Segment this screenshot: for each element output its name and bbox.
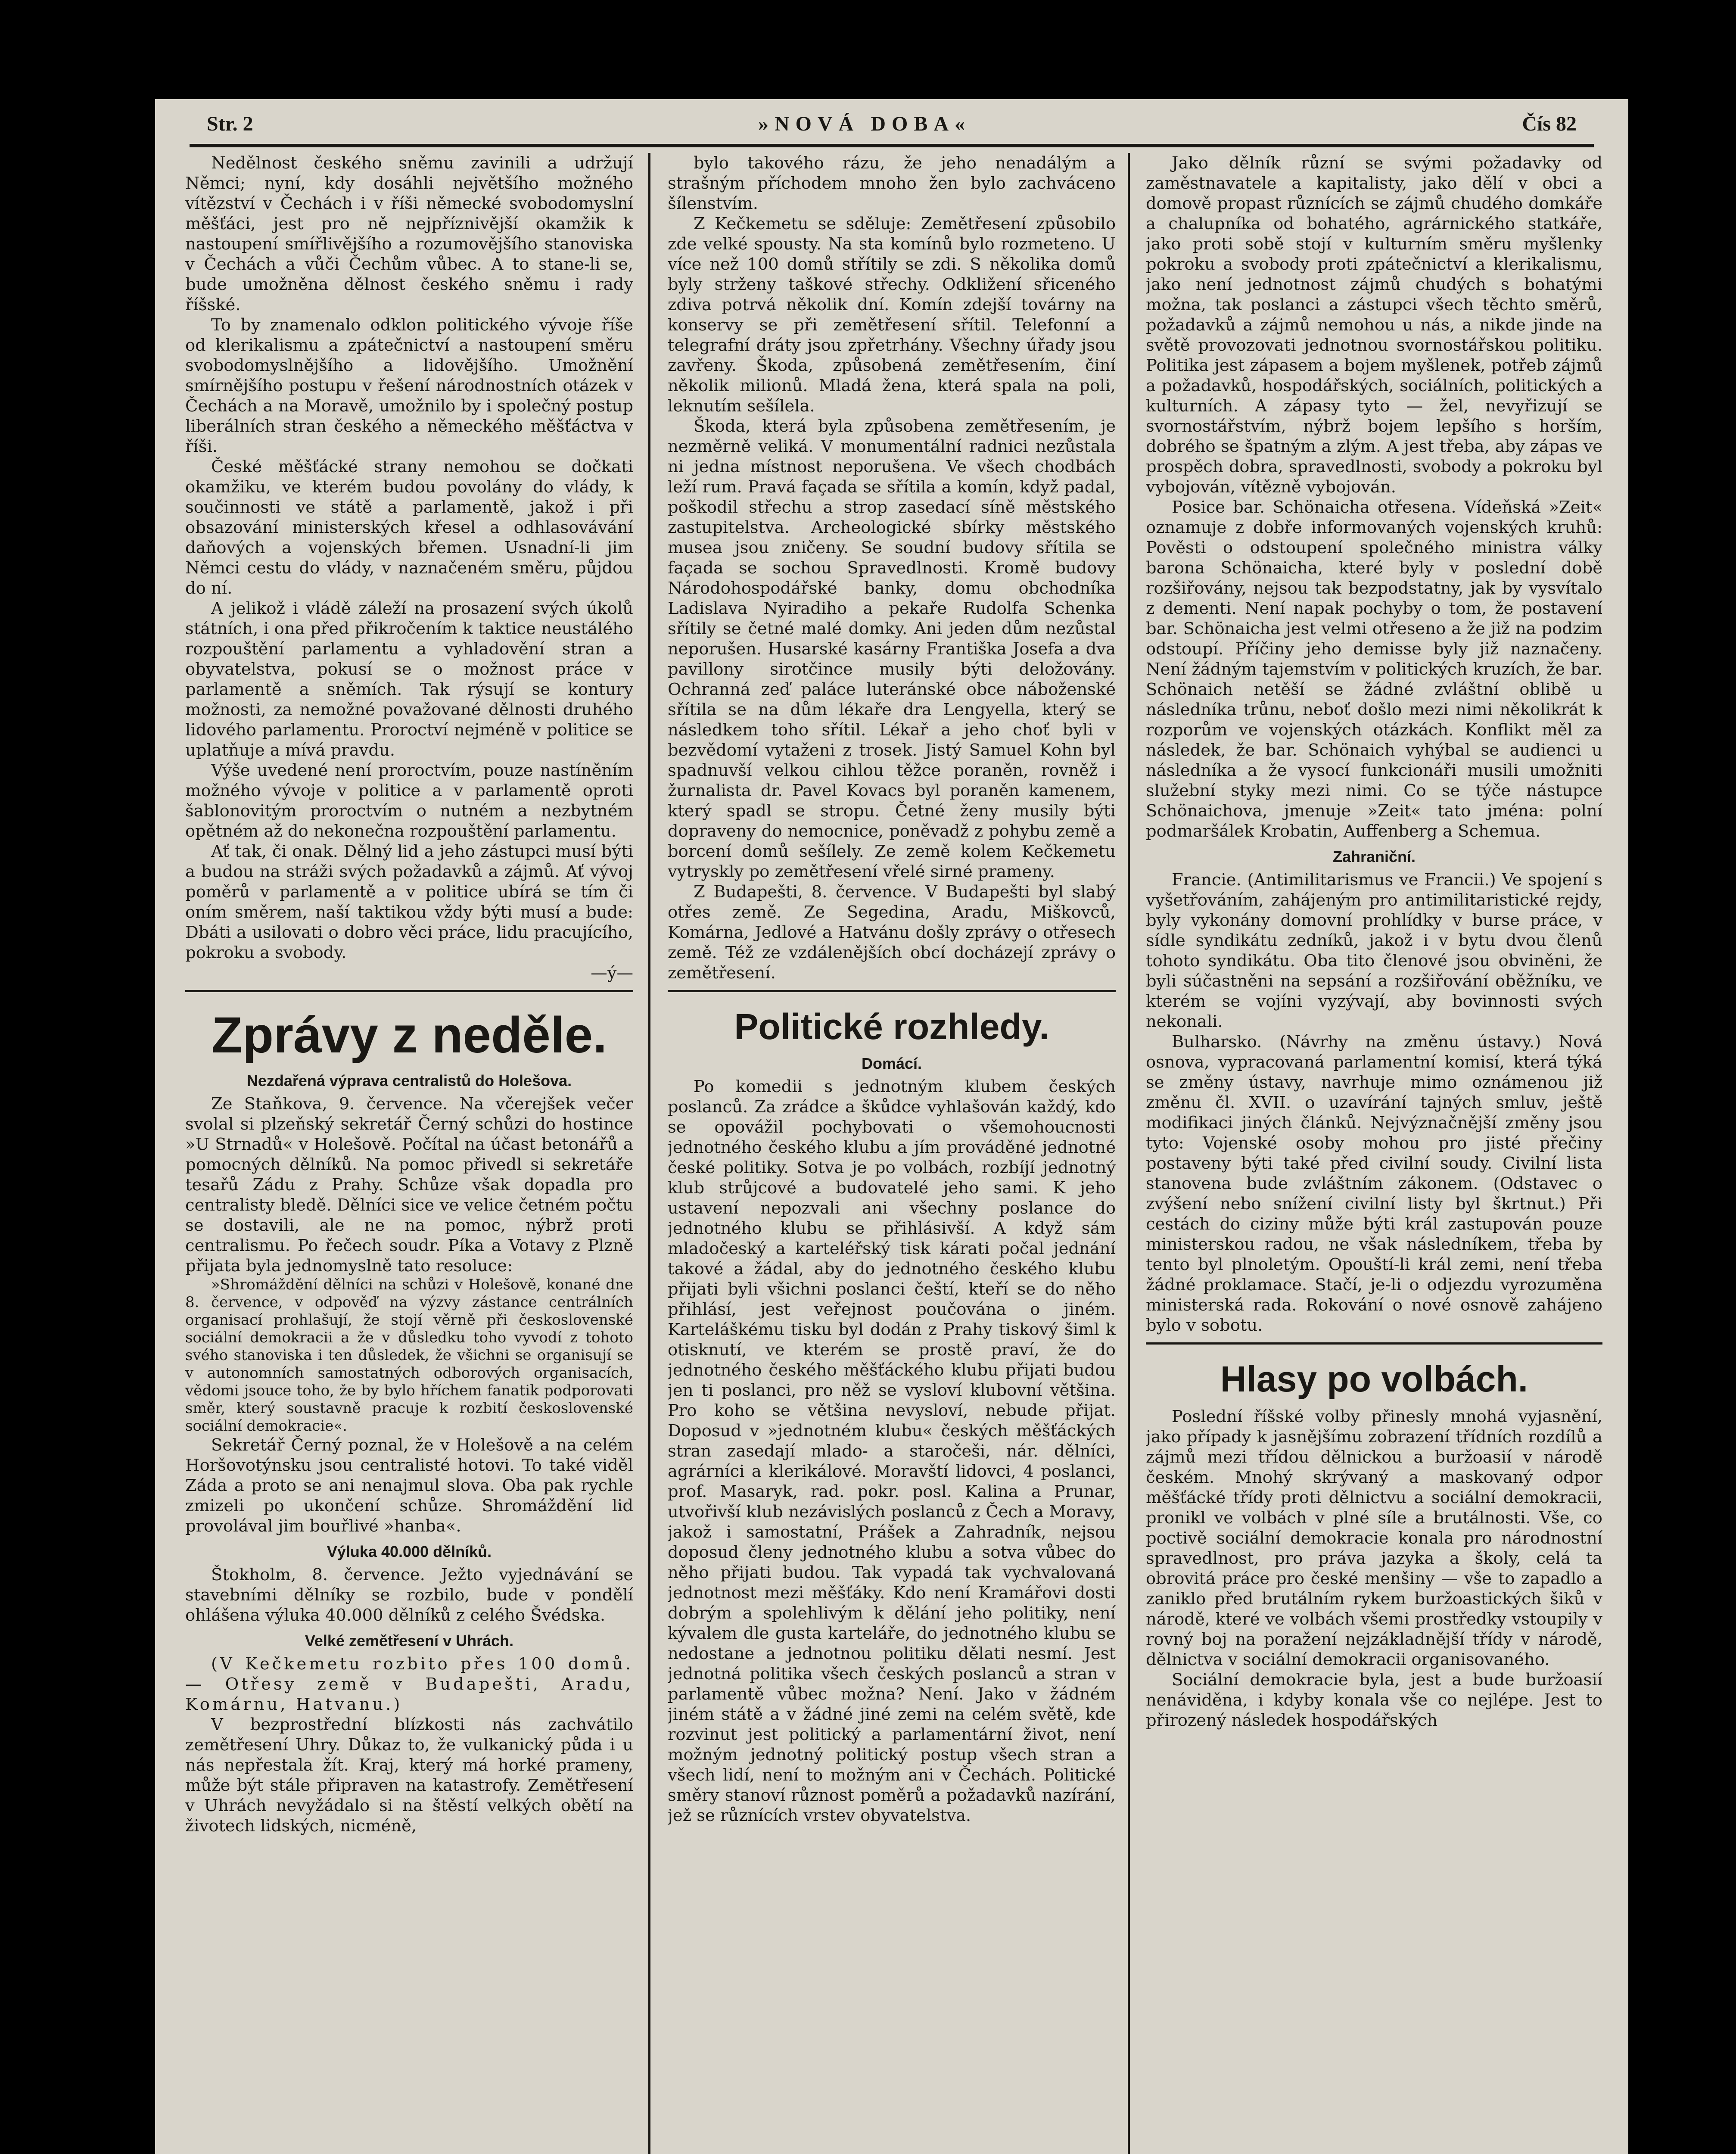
subheading: Výluka 40.000 dělníků. — [327, 1543, 492, 1560]
column-1 — [185, 153, 633, 2154]
paragraph: Z Kečkemetu se sděluje: Zemětřesení způsobilo zde velké spousty. Na sta komínů bylo rozmeteno. U více než 100 domů střítily se zdi. S několika domů byly strženy taškové střechy. Odkližení sřiceného zdiva potrvá několik dní. Komín zdejší továrny na konservy se při zemětřesení sřítil. Telefonní a telegrafní dráty jsou zpřetrhány. Všechny úřady jsou zavřeny. Škoda, způsobená zemětřesením, činí několik milionů. Mladá žena, která spala na poli, leknutím sešílela. — [668, 214, 1116, 416]
subheading: Zahraniční. — [1332, 848, 1416, 865]
paragraph: Ať tak, či onak. Dělný lid a jeho zástupci musí býti a budou na stráži svých požadavků a zájmů. Ať vývoj poměrů v parlamentě a v politice ubírá se tím či oním směrem, naší taktikou vždy býti musí a bude: Dbáti a usilovati o dobro věci práce, lidu pracujícího, pokroku a svobody. — [185, 842, 633, 962]
paragraph: Z Budapešti, 8. července. V Budapešti byl slabý otřes země. Ze Segedina, Aradu, Miškovců, Komárna, Jedlové a Hatvánu došly zprávy o otřesech země. Též ze vzdálenějších obcí docházejí zprávy o zemětřesení. — [668, 882, 1116, 983]
paragraph: (V Kečkemetu rozbito přes 100 domů. — Otřesy země v Budapešti, Aradu, Komárnu, Hatvanu.) — [185, 1654, 633, 1714]
paragraph: Nedělnost českého sněmu zavinili a udržují Němci; nyní, kdy dosáhli největšího možného vítězství v Čechách i v říši německé svobodomyslní měšťáci, jest pro ně nejpříznivější okamžik k nastoupení smířlivějšího a rozumovějšího stanoviska v Čechách a vůči Čechům vůbec. A to stane-li se, bude umožněna dělnost českého sněmu i rady říšské. — [185, 153, 633, 314]
paragraph: Po komedii s jednotným klubem českých poslanců. Za zrádce a škůdce vyhlašován každý, kdo se opovážil pochybovati o všemohoucnosti jednotného českého klubu a jím prováděné jednotné české politiky. Sotva je po volbách, rozbíjí jednotný klub strůjcové a budovatelé jeho sami. K jeho ustavení nepozvali ani všechny poslance do jednotného klubu se přihlásivší. A když sám mladočeský a karteléřský tisk kárati počal jednání takové a žádal, aby do jednotného českého klubu přijati byli všichni poslanci čeští, kteří se do něho přihlásí, jest veřejnost poučována o jiném. Karteláškému tisku byl dodán z Prahy tiskový šiml k otisknutí, ve kterém se prostě praví, že do jednotného českého měšťáckého klubu přijati budou jen ti poslanci, pro něž se vysloví klubovní většina. Pro koho se většina nevysloví, nebude přijat. Doposud v »jednotném klubu« českých měšťáckých stran zasedají mlado- a staročeši, nár. dělníci, agrárníci a klerikálové. Moravští lidovci, 4 poslanci, prof. Masaryk, rad. pokr. posl. Kalina a Prunar, utvořivší klub nezávislých poslanců z Čech a Moravy, jakož i samostatní, Prášek a Zahradník, nejsou doposud členy jednotného klubu a sotva vůbec do něho přijati budou. Tak vypadá tak vychvalovaná jednotnost mezi měšťáky. Kdo není Kramářovi dosti dobrým a spolehlivým k dělání jeho politiky, není kývalem dle gusta karteláře, do jednotného klubu se nedostane a jednotnou politiku dělati nesmí. Jest jednotná politika všech českých poslanců a stran v parlamentě vůbec možna? Není. Jako v žádném jiném státě a v žádné jiné zemi na celém světě, kde rozvinut jest politický a parlamentární život, není možným jednotný politický postup všech stran a všech lidí, není to možným ani v Čechách. Politické směry stanoví různost poměrů a požadavků nazírání, jež se různících vrstev obyvatelstva. — [668, 1077, 1116, 1825]
paragraph: Poslední říšské volby přinesly mnohá vyjasnění, jako případy k jasnějšímu zobrazení třídních rozdílů a zájmů mezi třídou dělnickou a buržoasií v národě českém. Mnohý skrývaný a maskovaný odpor měšťácké třídy proti dělnictvu a sociální demokracii, pronikl ve volbách v plné síle a brutálnosti. Vše, co poctivě sociální demokracie konala pro národnostní spravedlnost, pro práva jazyka a školy, celá ta obrovitá práce pro české menšiny — vše to zapadlo a zaniklo před brutálním rykem buržoastických šiků v národě, které ve volbách všemi prostředky vstoupily v rovný boj na poražení nejzákladnější třídy v národě, dělnictva v sociální demokracii organisovaného. — [1146, 1407, 1602, 1669]
header-rule — [190, 144, 1594, 147]
paragraph: Posice bar. Schönaicha otřesena. Vídeňská »Zeit« oznamuje z dobře informovaných vojenských kruhů: Pověsti o odstoupení společného ministra války barona Schönaicha, které byly v poslední době rozšiřovány, nejsou tak bezpodstatny, jak by vysvítalo z dementi. Není napak pochyby o tom, že postavení bar. Schönaicha jest velmi otřeseno a že již na podzim odstoupí. Příčiny jeho demisse byly již naznačeny. Není žádným tajemstvím v politických kruzích, že bar. Schönaich netěší se žádné zvláštní oblibě u následníka trůnu, neboť došlo mezi nimi několikrát k rozporům ve vojenských otázkách. Konflikt měl za následek, že bar. Schönaich vyhýbal se audienci u následníka a že vysocí funkcionáři musili umožniti služební styky mezi nimi. Co se týče nástupce Schönaichova, jmenuje »Zeit« tato jména: polní podmaršálek Krobatin, Auffenberg a Schemua. — [1146, 498, 1602, 841]
paragraph: Škoda, která byla způsobena zemětřesením, je nezměrně veliká. V monumentální radnici nezůstala ni jedna místnost neporušena. Ve všech chodbách leží rum. Pravá façada se sřítila a komín, když padal, poškodil střechu a strop zasedací síně městského zastupitelstva. Archeologické sbírky městského musea jsou zničeny. Se soudní budovy sřítila se façada se sochou Spravedlnosti. Kromě budovy Národohospodářské banky, domu obchodníka Ladislava Nyiradiho a pekaře Rudolfa Schenka sřítily se četné malé domky. Ani jeden dům nezůstal neporušen. Husarské kasárny Františka Josefa a dva pavillony sirotčince musily býti deložovány. Ochranná zeď paláce luteránské obce náboženské sřítila se na dům lékaře dra Lengyella, který se následkem toho sřítil. Lékař a jeho choť byli v bezvědomí vytaženi z trosek. Jistý Samuel Kohn byl spadnuvší velkou cihlou těžce poraněn, rovněž i žurnalista dr. Pavel Kovacs byl poraněn kamenem, který spadl se stropu. Četné ženy musily býti dopraveny do nemocnice, poněvadž z pohybu země a borcení domů sešílely. Ze země kolem Kečkemetu vytryskly po zemětřesení vřelé sirné prameny. — [668, 417, 1116, 881]
subheading: Nezdařená výprava centralistů do Holešova. — [246, 1072, 572, 1089]
paragraph: Sociální demokracie byla, jest a bude buržoasií nenáviděna, i kdyby konala vše co nejlépe. Jest to přirozený následek hospodářských — [1146, 1670, 1602, 1730]
issue-number: Čís 82 — [1522, 112, 1577, 135]
section-title-voices: Hlasy po volbách. — [1220, 1359, 1528, 1399]
column-divider — [648, 153, 650, 2154]
paragraph: V bezprostřední blízkosti nás zachvátilo zemětřesení Uhry. Důkaz to, že vulkanický půda i u nás nepřestala žít. Kraj, který má horké prameny, může být stále připraven na katastrofy. Zemětřesení v Uhrách nevyžádalo si na štěstí velkých obětí na životech lidských, nicméně, — [185, 1715, 633, 1836]
paragraph: Výše uvedené není proroctvím, pouze nastíněním možného vývoje v politice a v parlamentě oproti šablonovitým proroctvím o nutném a nezbytném opětném až do nekonečna rozpouštění parlamentu. — [185, 761, 633, 841]
author-signature: —ý— — [591, 963, 633, 983]
section-rule — [185, 990, 633, 992]
paragraph: bylo takového rázu, že jeho nenadálým a strašným příchodem mnoho žen bylo zachváceno šílenstvím. — [668, 153, 1116, 213]
page-number: Str. 2 — [207, 112, 253, 135]
section-title-news: Zprávy z neděle. — [211, 1007, 607, 1064]
newspaper-page — [155, 99, 1628, 2154]
subheading: Domácí. — [861, 1055, 922, 1072]
paragraph: Ze Staňkova, 9. července. Na včerejšek večer svolal si plzeňský sekretář Černý schůzi do hostince »U Strnadů« v Holešově. Počítal na účast betonářů a pomocných dělníků. Na pomoc přivedl si sekretáře tesařů Zádu z Prahy. Schůze však dopadla pro centralisty bledě. Dělníci sice ve velice četném počtu se dostavili, ale ne na pomoc, nýbrž proti centralismu. Po řečech soudr. Píka a Votavy z Plzně přijata byla jednomyslně tato resoluce: — [185, 1094, 633, 1276]
paragraph: České měšťácké strany nemohou se dočkati okamžiku, ve kterém budou povolány do vlády, k součinnosti ve státě a parlamentě, jakož i při obsazování ministerských křesel a odhlasovávání daňových a vojenských břemen. Usnadní-li jim Němci cestu do vlády, v naznačeném směru, půjdou do ní. — [185, 457, 633, 598]
paragraph: Bulharsko. (Návrhy na změnu ústavy.) Nová osnova, vypracovaná parlamentní komisí, která týká se změny ústavy, navrhuje mimo oznámenou již změnu čl. XVII. o uzavírání tajných smluv, ještě modifikaci jiných článků. Nejvýznačnější změny jsou tyto: Vojenské osoby mohou pro jisté přečiny postaveny býti také před civilní soudy. Civilní lista stanovena bude zvláštním zákonem. (Odstavec o zvýšení nebo snížení civilní listy byl škrtnut.) Při cestách do ciziny může býti král zastupován pouze ministerskou radou, ne však následníkem, třeba by tento byl plnoletým. Opouští-li král zemi, není třeba žádné proklamace. Stačí, je-li o odjezdu vyrozuměna ministerská rada. Rokování o nové osnově zahájeno bylo v sobotu. — [1146, 1032, 1602, 1335]
column-3 — [1146, 153, 1602, 2154]
section-rule — [1146, 1342, 1602, 1345]
column-divider — [1128, 153, 1130, 2154]
paragraph: Štokholm, 8. července. Ježto vyjednávání se stavebními dělníky se rozbilo, bude v pondělí ohlášena výluka 40.000 dělníků z celého Švédska. — [185, 1565, 633, 1625]
section-title-politics: Politické rozhledy. — [734, 1006, 1049, 1047]
section-rule — [668, 990, 1116, 992]
page-header — [155, 112, 1628, 138]
subheading: Velké zemětřesení v Uhrách. — [305, 1632, 514, 1650]
paragraph: Francie. (Antimilitarismus ve Francii.) Ve spojení s vyšetřováním, zahájeným pro antimilitaristické rejdy, byly vykonány domovní prohlídky v burse práce, v sídle syndikátu zedníků, jakož i v bytu dvou členů tohoto syndikátu. Oba tito členové jsou obviněni, že byli súčastněni na sepsání a rozšiřování oběžníku, ve kterém se vojíni vyzývají, aby bovinnosti svých nekonali. — [1146, 870, 1602, 1031]
paragraph: A jelikož i vládě záleží na prosazení svých úkolů státních, i ona před přikročením k taktice neustálého rozpouštění parlamentu a vyhladovění stran a obyvatelstva, pokusí se o možnost práce v parlamentě a sněmích. Tak rýsují se kontury možnosti, za nemožné považované dělnosti druhého lidového parlamentu. Proroctví nejméně v politice se uplatňuje a mívá pravdu. — [185, 599, 633, 760]
masthead: »NOVÁ DOBA« — [758, 112, 971, 135]
paragraph: Jako dělník různí se svými požadavky od zaměstnavatele a kapitalisty, jako dělí v obci a domově propast různících se zájmů chudého domkáře a chalupníka od bohatého, agrárnického statkáře, jako proti sobě stojí v kulturním směru myšlenky pokroku a svobody proti zpátečnictví a klerikalismu, jako není jednotnost zájmů chudých s bohatými možna, tak poslanci a zástupci všech těchto směrů, požadavků a zájmů nemohou u nás, a nikde jinde na světě provozovati jednotnou svornostářskou politiku. Politika jest zápasem a bojem myšlenek, potřeb zájmů a požadavků, hospodářských, sociálních, politických a kulturních. A zápasy tyto — žel, nevyřizují se svornostářstvím, nýbrž bojem lepšího s horším, dobrého se špatným a zlým. A jest třeba, aby zápas ve prospěch dobra, spravedlnosti, svobody a pokroku byl vybojován, vítězně vybojován. — [1146, 153, 1602, 497]
paragraph: Sekretář Černý poznal, že v Holešově a na celém Horšovotýnsku jsou centralisté hotovi. To také viděl Záda a proto se ani nenajmul slova. Oba pak rychle zmizeli po ukončení schůze. Shromáždění lid provolával jim bouřlivé »hanba«. — [185, 1435, 633, 1536]
column-2 — [668, 153, 1116, 2154]
resolution-quote: »Shromáždění dělníci na schůzi v Holešově, konané dne 8. července, v odpověď na výzvy zástance centrálních organisací prohlašují, že stojí věrně při československé sociální demokracii a že v důsledku toho vyvodí z tohoto svého stanoviska i ten důsledek, že všichni se organisují se v autonomních samostatných odborových organisacích, vědomi jsouce toho, že by bylo hříchem fanatik podporovati směr, který soustavně pracuje k rozbití československé sociální demokracie«. — [185, 1276, 633, 1435]
paragraph: To by znamenalo odklon politického vývoje říše od klerikalismu a zpátečnictví a nastoupení směru svobodomyslnějšího a lidovějšího. Umožnění smírnějšího postupu v řešení národnostních otázek v Čechách a na Moravě, umožnilo by i společný postup liberálních stran českého a německého měšťáctva v říši. — [185, 315, 633, 456]
